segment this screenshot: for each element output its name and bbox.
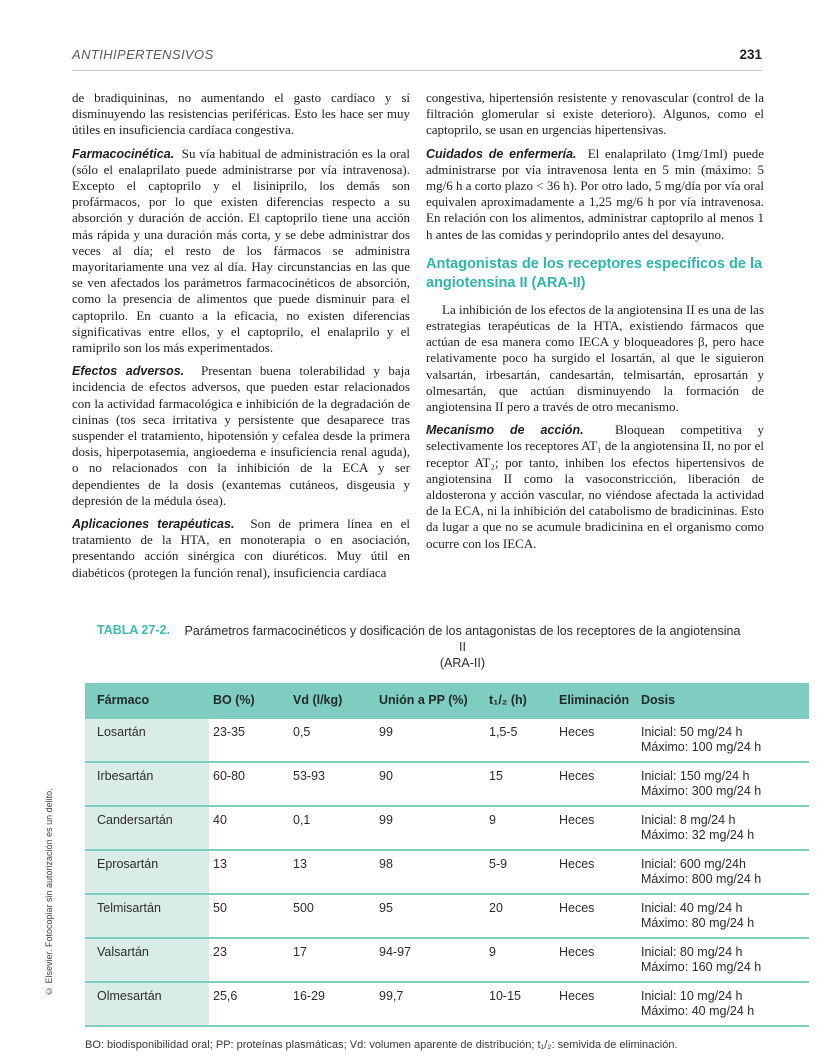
cell-dosis: Inicial: 50 mg/24 h Máximo: 100 mg/24 h xyxy=(637,718,809,762)
column-header-union-pp: Unión a PP (%) xyxy=(375,683,485,718)
cell-vd: 16-29 xyxy=(289,982,375,1026)
cell-dosis: Inicial: 40 mg/24 h Máximo: 80 mg/24 h xyxy=(637,894,809,938)
running-head-title: ANTIHIPERTENSIVOS xyxy=(72,47,214,62)
cell-eliminacion: Heces xyxy=(555,894,637,938)
table-caption-line2: (ARA-II) xyxy=(439,656,486,670)
run-in-heading-aplicaciones: Aplicaciones terapéuticas. xyxy=(72,517,235,532)
cell-dosis: Inicial: 600 mg/24h Máximo: 800 mg/24 h xyxy=(637,850,809,894)
copyright-notice: © Elsevier. Fotocopiar sin autorización es un delito. xyxy=(44,788,54,996)
table-label: TABLA 27-2. xyxy=(97,623,170,637)
cell-vd: 0,1 xyxy=(289,806,375,850)
cell-dosis: Inicial: 8 mg/24 h Máximo: 32 mg/24 h xyxy=(637,806,809,850)
paragraph-mecanismo xyxy=(426,422,764,552)
paragraph-farmacocinetica-text: Su vía habitual de administración es la oral (sólo el enalaprilato puede administrarse por vía intravenosa). Excepto el captoprilo y el lisiniprilo, los demás son profármacos, por lo que existen diferencias respecto a su absorción y duración de acción. El captoprilo tiene una acción más rápida y una duración más corta, y se debe administrar dos veces al día; el resto de los fármacos se administra mayoritariamente una vez al día. Hay circunstancias en las que se ven afectados los parámetros farmacocinéticos de absorción, como la presencia de alimentos que puede disminuir para el captoprilo. En cuanto a la eficacia, no existen diferencias significativas entre ellos, y el captoprilo, el enalaprilo y el ramiprilo son los más experimentados. xyxy=(72,145,411,356)
running-head xyxy=(72,47,762,62)
table-row-valsartan xyxy=(85,938,809,982)
left-column xyxy=(72,90,410,588)
table-caption xyxy=(85,623,745,671)
cell-bo: 50 xyxy=(209,894,289,938)
cell-bo: 25,6 xyxy=(209,982,289,1026)
cell-farmaco: Irbesartán xyxy=(85,762,209,806)
cell-eliminacion: Heces xyxy=(555,762,637,806)
paragraph-aplicaciones xyxy=(72,516,410,581)
table-row-eprosartan xyxy=(85,850,809,894)
table-row-irbesartan xyxy=(85,762,809,806)
column-header-dosis: Dosis xyxy=(637,683,809,718)
cell-dosis: Inicial: 80 mg/24 h Máximo: 160 mg/24 h xyxy=(637,938,809,982)
paragraph-cuidados-text: El enalaprilato (1mg/1ml) puede administrarse por vía intravenosa lenta en 5 min (máximo: 5 mg/6 h a corto plazo < 36 h). Por otro lado, 5 mg/día por vía oral equivalen aproximadamente a 1,25 mg/6 h por vía intravenosa. En relación con los alimentos, administrar captoprilo al menos 1 h antes de las comidas y perindoprilo antes del desayuno. xyxy=(426,145,765,242)
cell-vd: 17 xyxy=(289,938,375,982)
table-header-row xyxy=(85,683,809,718)
table-row-olmesartan xyxy=(85,982,809,1026)
cell-union: 94-97 xyxy=(375,938,485,982)
cell-eliminacion: Heces xyxy=(555,982,637,1026)
cell-t12: 15 xyxy=(485,762,555,806)
table-row-candersartan xyxy=(85,806,809,850)
cell-t12: 10-15 xyxy=(485,982,555,1026)
body-columns xyxy=(72,90,764,588)
cell-union: 98 xyxy=(375,850,485,894)
cell-eliminacion: Heces xyxy=(555,850,637,894)
cell-farmaco: Telmisartán xyxy=(85,894,209,938)
cell-farmaco: Valsartán xyxy=(85,938,209,982)
cell-union: 90 xyxy=(375,762,485,806)
run-in-heading-efectos-adversos: Efectos adversos. xyxy=(72,364,185,379)
table-footnote: BO: biodisponibilidad oral; PP: proteínas plasmáticas; Vd: volumen aparente de distribución; t₁/₂: semivida de eliminación. xyxy=(85,1039,678,1051)
cell-bo: 23 xyxy=(209,938,289,982)
cell-farmaco: Candersartán xyxy=(85,806,209,850)
table-caption-text xyxy=(180,623,745,671)
cell-farmaco: Olmesartán xyxy=(85,982,209,1026)
cell-t12: 9 xyxy=(485,938,555,982)
header-divider xyxy=(72,70,762,71)
column-header-eliminacion: Eliminación xyxy=(555,683,637,718)
table-row-losartan xyxy=(85,718,809,762)
table-caption-line1: Parámetros farmacocinéticos y dosificación de los antagonistas de los receptores de la angiotensina II xyxy=(184,624,741,654)
paragraph-congestiva-continuation: congestiva, hipertensión resistente y renovascular (control de la filtración glomerular si existe deterioro). Algunos, como el captoprilo, se usan en urgencias hipertensivas. xyxy=(426,90,764,138)
cell-bo: 40 xyxy=(209,806,289,850)
cell-farmaco: Eprosartán xyxy=(85,850,209,894)
run-in-heading-farmacocinetica: Farmacocinética. xyxy=(72,146,175,161)
pharmacokinetics-table xyxy=(85,683,809,1027)
paragraph-farmacocinetica xyxy=(72,146,410,357)
column-header-bo: BO (%) xyxy=(209,683,289,718)
cell-union: 99 xyxy=(375,718,485,762)
table-row-telmisartan xyxy=(85,894,809,938)
cell-t12: 9 xyxy=(485,806,555,850)
paragraph-efectos-adversos xyxy=(72,363,410,509)
cell-dosis: Inicial: 10 mg/24 h Máximo: 40 mg/24 h xyxy=(637,982,809,1026)
paragraph-aplicaciones-text: Son de primera línea en el tratamiento de la HTA, en monoterapia o en asociación, presentando acción sinérgica con diuréticos. Muy útil en diabéticos (protegen la función renal), insuficiencia cardíaca xyxy=(72,516,411,580)
cell-vd: 13 xyxy=(289,850,375,894)
run-in-heading-mecanismo: Mecanismo de acción. xyxy=(426,423,584,438)
table-27-2-block xyxy=(85,623,762,1051)
cell-t12: 20 xyxy=(485,894,555,938)
cell-eliminacion: Heces xyxy=(555,718,637,762)
cell-farmaco: Losartán xyxy=(85,718,209,762)
cell-eliminacion: Heces xyxy=(555,938,637,982)
cell-vd: 53-93 xyxy=(289,762,375,806)
section-heading-ara2: Antagonistas de los receptores específicos de la angiotensina II (ARA-II) xyxy=(426,255,763,291)
cell-union: 95 xyxy=(375,894,485,938)
paragraph-inhibicion: La inhibición de los efectos de la angiotensina II es una de las estrategias terapéuticas de la HTA, existiendo fármacos que actúan de esa manera como IECA y bloqueadores β, pero hace relativamente poco ha surgido el losartán, al que le siguieron valsartán, irbesartán, candesartán, telmisartán, eprosartán y olmesartán, que actúan disminuyendo la formación de angiotensina II pero a través de otro mecanismo. xyxy=(426,301,765,415)
cell-vd: 0,5 xyxy=(289,718,375,762)
column-header-vd: Vd (l/kg) xyxy=(289,683,375,718)
paragraph-mecanismo-text: Bloquean competitiva y selectivamente los receptores AT₁ de la angiotensina II, no por el receptor AT₂; por tanto, inhiben los efectos hipertensivos de angiotensina II como la vasoconstricción, liberación de aldosterona y acción vascular, no viéndose afectada la actividad de la ECA, ni la inhibición del catabolismo de bradicininas. Esto da lugar a que no se acumule bradicinina en el organismo como ocurre con los IECA. xyxy=(426,422,764,551)
right-column xyxy=(426,90,764,588)
cell-eliminacion: Heces xyxy=(555,806,637,850)
cell-vd: 500 xyxy=(289,894,375,938)
paragraph-efectos-adversos-text: Presentan buena tolerabilidad y baja incidencia de efectos adversos, que pueden estar relacionados con la actividad farmacológica e inhibición de la degradación de cininas (tos seca irritativa y persistente que desaparece tras suspender el tratamiento, hipotensión y cefalea desde la primera dosis, hiperpotasemia, angioedema e insuficiencia renal aguda), o no relacionados con la inhibición de la ECA y ser dependientes de la dosis (exantemas cutáneos, disgeusia y depresión de la médula ósea). xyxy=(72,363,411,508)
cell-bo: 13 xyxy=(209,850,289,894)
paragraph-intro-continuation: de bradiquininas, no aumentando el gasto cardíaco y sí disminuyendo las resistencias periféricas. Esto les hace ser muy útiles en insuficiencia cardíaca congestiva. xyxy=(72,90,410,138)
run-in-heading-cuidados: Cuidados de enfermería. xyxy=(426,146,577,161)
column-header-farmaco: Fármaco xyxy=(85,683,209,718)
cell-t12: 5-9 xyxy=(485,850,555,894)
cell-dosis: Inicial: 150 mg/24 h Máximo: 300 mg/24 h xyxy=(637,762,809,806)
cell-union: 99,7 xyxy=(375,982,485,1026)
cell-bo: 60-80 xyxy=(209,762,289,806)
cell-union: 99 xyxy=(375,806,485,850)
page-number: 231 xyxy=(739,47,762,62)
paragraph-cuidados-enfermeria xyxy=(426,146,764,243)
cell-t12: 1,5-5 xyxy=(485,718,555,762)
cell-bo: 23-35 xyxy=(209,718,289,762)
column-header-t12: t₁/₂ (h) xyxy=(485,683,555,718)
